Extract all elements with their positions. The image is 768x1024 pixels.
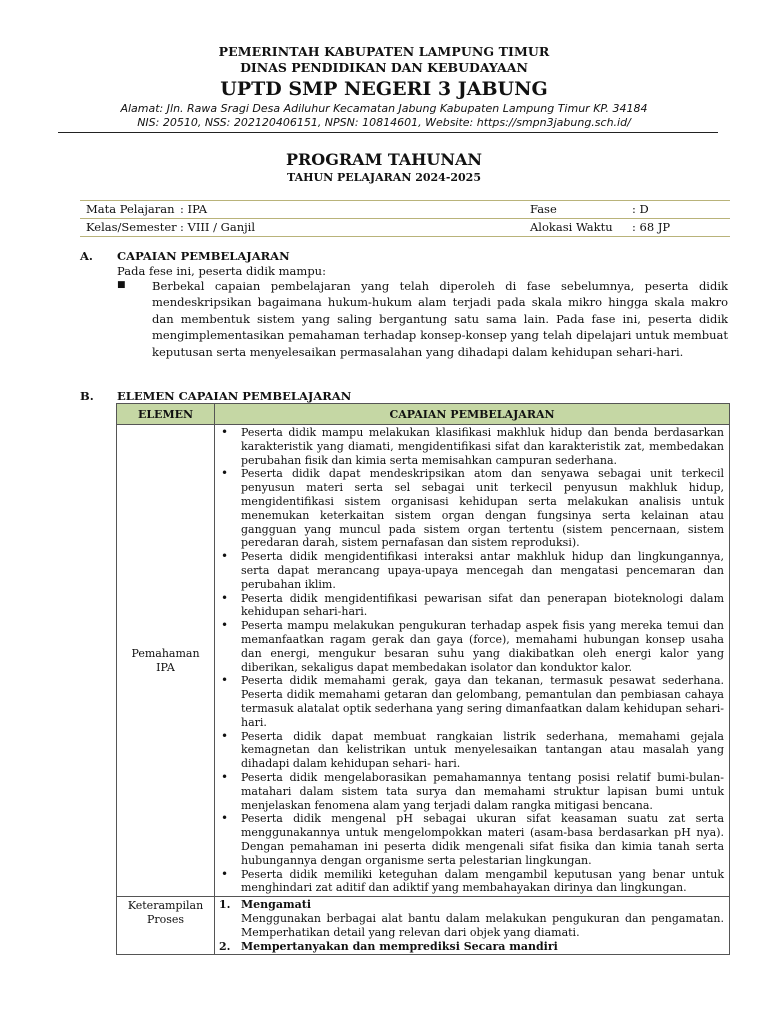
element-name: Pemahaman IPA xyxy=(131,646,200,674)
school-identifiers: NIS: 20510, NSS: 202120406151, NPSN: 10814601, Website: https://smpn3jabung.sch.id/ xyxy=(137,116,631,129)
class-value: : VIII / Ganjil xyxy=(180,220,256,234)
list-item: • Peserta mampu melakukan pengukuran terhadap aspek fisis yang mereka temui dan memanfaatkan ragam gerak dan gaya (force), memahami hubungan konsep usaha dan energi, mengukur besaran suhu yang diakibatkan oleh energi kalor yang diberikan, sekaligus dapat membedakan isolator dan konduktor kalor. xyxy=(241,619,724,674)
list-item: • Peserta didik mengelaborasikan pemahamannya tentang posisi relatif bumi-bulan-matahari dalam sistem tata surya dan memahami struktur lapisan bumi untuk menjelaskan fenomena alam yang terjadi dalam rangka mitigasi bencana. xyxy=(241,771,724,812)
section-a-letter: A. xyxy=(80,249,93,263)
square-bullet-icon: ■ xyxy=(117,280,126,290)
list-item: • Peserta didik mengidentifikasi interaksi antar makhluk hidup dan lingkungannya, serta dapat merancang upaya-upaya mencegah dan mengatasi pencemaran dan perubahan iklim. xyxy=(241,550,724,591)
meta-row-subject xyxy=(80,200,730,218)
meta-table xyxy=(80,200,730,237)
list-item: • Peserta didik dapat membuat rangkaian listrik sederhana, memahami gejala kemagnetan dan kelistrikan untuk menyelesaikan tantangan atau masalah yang dihadapi dalam kehidupan sehari- hari. xyxy=(241,730,724,771)
item-label: Mengamati xyxy=(241,898,312,912)
element-cell-keterampilan xyxy=(117,897,215,955)
table-row xyxy=(117,425,730,897)
section-b-title: ELEMEN CAPAIAN PEMBELAJARAN xyxy=(117,389,352,403)
phase-value: : D xyxy=(632,202,649,216)
item-label: Mempertanyakan dan memprediksi Secara mandiri xyxy=(241,940,558,954)
subject-value: : IPA xyxy=(180,202,208,216)
table-header-row xyxy=(117,404,730,425)
subject-label: Mata Pelajaran xyxy=(86,202,175,216)
section-b-letter: B. xyxy=(80,389,94,403)
column-header-outcome: CAPAIAN PEMBELAJARAN xyxy=(215,404,730,425)
letterhead-divider xyxy=(58,132,718,133)
time-label: Alokasi Waktu xyxy=(530,220,613,234)
list-item: • Peserta didik memiliki keteguhan dalam mengambil keputusan yang benar untuk menghindari zat aditif dan adiktif yang membahayakan dirinya dan lingkungan. xyxy=(241,868,724,896)
section-a-intro: Pada fese ini, peserta didik mampu: xyxy=(117,264,326,278)
item-number: 1. xyxy=(219,898,231,912)
time-value: : 68 JP xyxy=(632,220,671,234)
outcome-cell-pemahaman xyxy=(215,425,730,897)
item-description: Menggunakan berbagai alat bantu dalam melakukan pengukuran dan pengamatan. Memperhatikan detail yang relevan dari objek yang diamati. xyxy=(241,912,724,940)
section-a-title: CAPAIAN PEMBELAJARAN xyxy=(117,249,290,263)
document-title: PROGRAM TAHUNAN xyxy=(285,150,483,169)
outcome-list xyxy=(215,425,729,896)
list-item xyxy=(219,898,724,940)
document-subtitle: TAHUN PELAJARAN 2024-2025 xyxy=(286,171,481,184)
meta-row-class xyxy=(80,218,730,237)
column-header-element: ELEMEN xyxy=(117,404,215,425)
list-item xyxy=(219,940,724,954)
list-item: • Peserta didik dapat mendeskripsikan atom dan senyawa sebagai unit terkecil penyusun materi serta sel sebagai unit terkecil penyusun makhluk hidup, mengidentifikasi sistem organisasi kehidupan serta melakukan analisis untuk menemukan keterkaitan sistem organ dengan fungsinya serta kelainan atau gangguan yang muncul pada sistem organ tertentu (sistem pencernaan, sistem peredaran darah, sistem pernafasan dan sistem reproduksi). xyxy=(241,467,724,550)
item-number: 2. xyxy=(219,940,231,954)
element-name: Keterampilan Proses xyxy=(127,899,204,927)
list-item: • Peserta didik mengenal pH sebagai ukuran sifat keasaman suatu zat serta menggunakannya untuk mengelompokkan materi (asam-basa berdasarkan pH nya). Dengan pemahaman ini peserta didik mengenali sifat fisika dan kimia tanah serta hubungannya dengan organisme serta pelestarian lingkungan. xyxy=(241,812,724,867)
learning-outcomes-table xyxy=(116,403,730,955)
phase-label: Fase xyxy=(530,202,557,216)
list-item: • Peserta didik mengidentifikasi pewarisan sifat dan penerapan bioteknologi dalam kehidupan sehari-hari. xyxy=(241,592,724,620)
list-item: • Peserta didik memahami gerak, gaya dan tekanan, termasuk pesawat sederhana. Peserta didik memahami getaran dan gelombang, pemantulan dan pembiasan cahaya termasuk alatalat optik sederhana yang sering dimanfaatkan dalam kehidupan sehari-hari. xyxy=(241,674,724,729)
table-row xyxy=(117,897,730,955)
outcome-cell-keterampilan xyxy=(215,897,730,955)
school-name: UPTD SMP NEGERI 3 JABUNG xyxy=(220,78,548,100)
school-address: Alamat: Jln. Rawa Sragi Desa Adiluhur Kecamatan Jabung Kabupaten Lampung Timur KP. 34184 xyxy=(120,102,648,115)
department-name: DINAS PENDIDIKAN DAN KEBUDAYAAN xyxy=(240,60,528,75)
letterhead xyxy=(0,44,768,130)
list-item: • Peserta didik mampu melakukan klasifikasi makhluk hidup dan benda berdasarkan karakteristik yang diamati, mengidentifikasi sifat dan karakteristik zat, membedakan perubahan fisik dan kimia serta memisahkan campuran sederhana. xyxy=(241,426,724,467)
government-name: PEMERINTAH KABUPATEN LAMPUNG TIMUR xyxy=(218,44,550,59)
class-label: Kelas/Semester xyxy=(86,220,177,234)
section-a-paragraph: Berbekal capaian pembelajaran yang telah diperoleh di fase sebelumnya, peserta didik mendeskripsikan bagaimana hukum-hukum alam terjadi pada skala mikro hingga skala makro dan membentuk sistem yang saling bergantung satu sama lain. Pada fase ini, peserta didik mengimplementasikan pemahaman terhadap konsep-konsep yang telah dipelajari untuk membuat keputusan serta menyelesaikan permasalahan yang dihadapi dalam kehidupan sehari-hari. xyxy=(152,279,728,359)
element-cell-pemahaman xyxy=(117,425,215,897)
skills-list xyxy=(215,897,729,954)
